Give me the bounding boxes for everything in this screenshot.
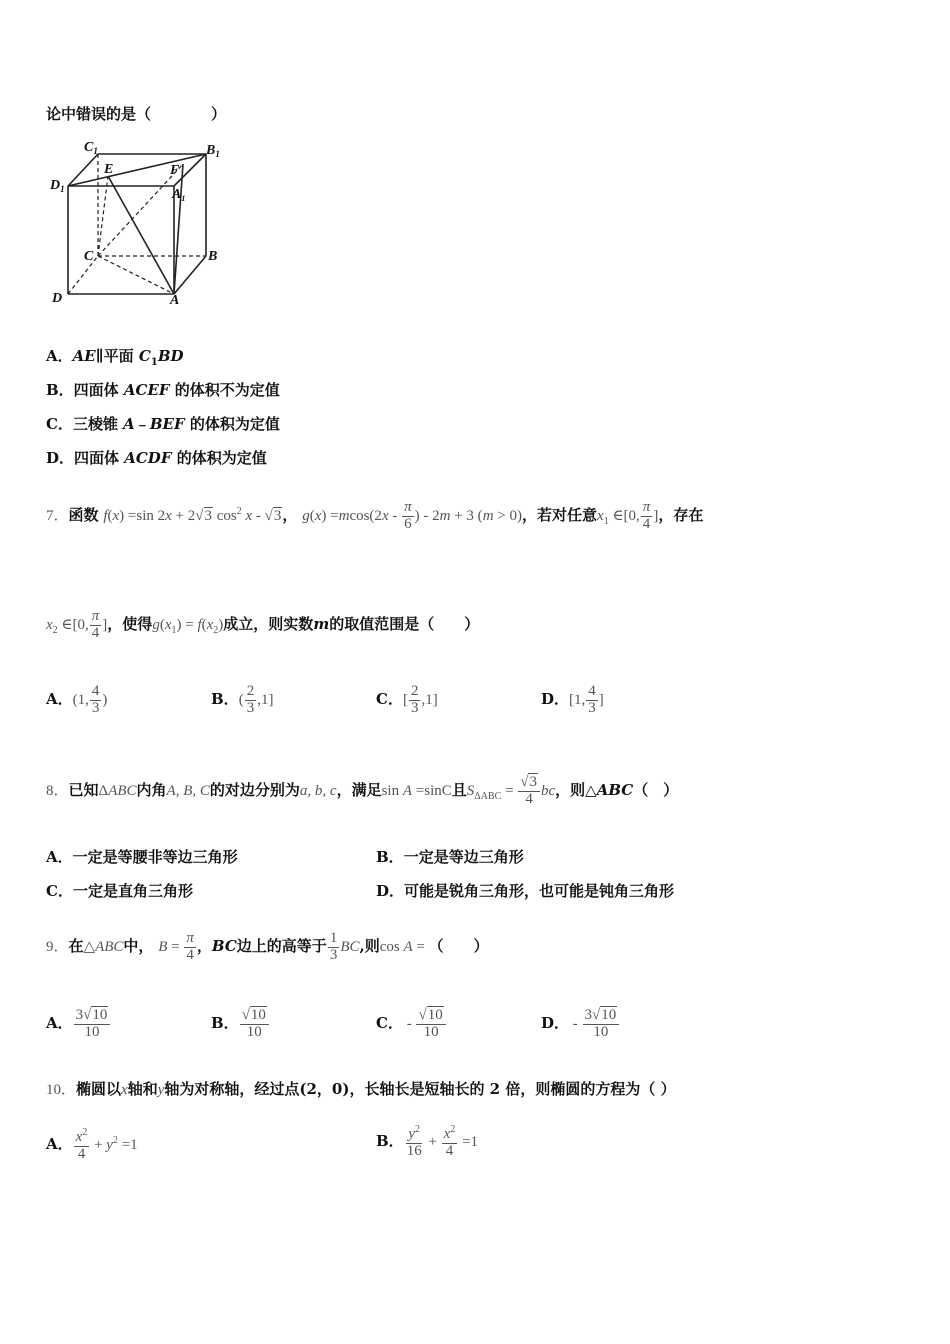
q9-stem: 9．在△ABC中， B = $\frac{\pi}{4}$ ，BC边上的高等于 $\frac{1}{3}$ BC,则cos A = （ ） [46,929,489,963]
q6-option-d[interactable]: D．四面体 ACDF 的体积为定值 [46,449,267,467]
label-C1: $C_1$ [84,140,98,156]
q8-option-a[interactable]: A．一定是等腰非等边三角形 [46,848,238,866]
label-D1: $D_1$ [50,178,65,194]
label-E: E [104,162,114,177]
label-A1: $A_1$ [172,187,186,203]
q10-option-b[interactable]: B． $\frac{y^2}{16}$ + $\frac{x^2}{4}$ =1 [376,1123,479,1159]
cube-figure [48,136,228,308]
label-C: C [84,249,94,264]
q7-option-b[interactable]: B．( $\frac{2}{3}$ ,1] [211,682,274,716]
q10-option-a[interactable]: A． $\frac{x^2}{4}$ + $y^2 =1$ [46,1126,138,1162]
label-B1: $B_1$ [206,143,220,159]
q7-option-d[interactable]: D．[1, $\frac{4}{3}$ ] [541,682,604,716]
q6-stem-tail: 论中错误的是（ ） [46,105,227,123]
q8-option-b[interactable]: B．一定是等边三角形 [376,848,524,866]
q7-option-a[interactable]: A．(1, $\frac{4}{3}$ ) [46,682,108,716]
q9-option-a[interactable]: A． $\frac{3√10}{10}$ [46,1000,111,1046]
q8-stem: 8．已知ΔABC内角A, B, C的对边分别为a, b, c，满足sin A =sinC且$S_{\Delta ABC}$ = $\frac{√3}{4}$ bc，则△ABC（ ） [46,773,679,807]
label-D: D [52,291,63,306]
label-F: F [170,163,180,178]
q6-option-a[interactable]: A．AE∥平面 $C_1BD$ [46,347,184,368]
q8-option-d[interactable]: D．可能是锐角三角形，也可能是钝角三角形 [376,882,675,900]
q10-stem: 10．椭圆以x轴和y轴为对称轴，经过点(2，0)，长轴长是短轴长的 2 倍，则椭圆的方程为（ ） [46,1080,676,1098]
q6-option-b[interactable]: B．四面体 ACEF 的体积不为定值 [46,381,280,399]
q8-option-c[interactable]: C．一定是直角三角形 [46,882,193,900]
q9-option-d[interactable]: D． - $\frac{3√10}{10}$ [541,1000,620,1047]
q7-stem-line2: $x_2$ ∈[0, $\frac{\pi}{4}$ ]，使得$g(x_1) = f(x_2)$成立，则实数m的取值范围是（ ） [46,607,480,641]
q7-stem: 7．函数 f(x) =sin 2x + 2√3 $\cos^2 x - √3$， g(x) =mcos(2x - $\frac{\pi}{6}$ ) - 2m + 3 (m > 0)，若对任意$x_1$ ∈[0, $\frac{\pi}{4}$ ]，存在 [46,498,704,532]
label-A: A [170,293,180,308]
q7-option-c[interactable]: C．[ $\frac{2}{3}$ ,1] [376,682,438,716]
q9-option-c[interactable]: C． - $\frac{√10}{10}$ [376,1000,447,1047]
label-B: B [208,249,218,264]
q6-option-c[interactable]: C．三棱锥 A﹣BEF 的体积为定值 [46,415,280,433]
q9-option-b[interactable]: B． $\frac{√10}{10}$ [211,1000,270,1046]
